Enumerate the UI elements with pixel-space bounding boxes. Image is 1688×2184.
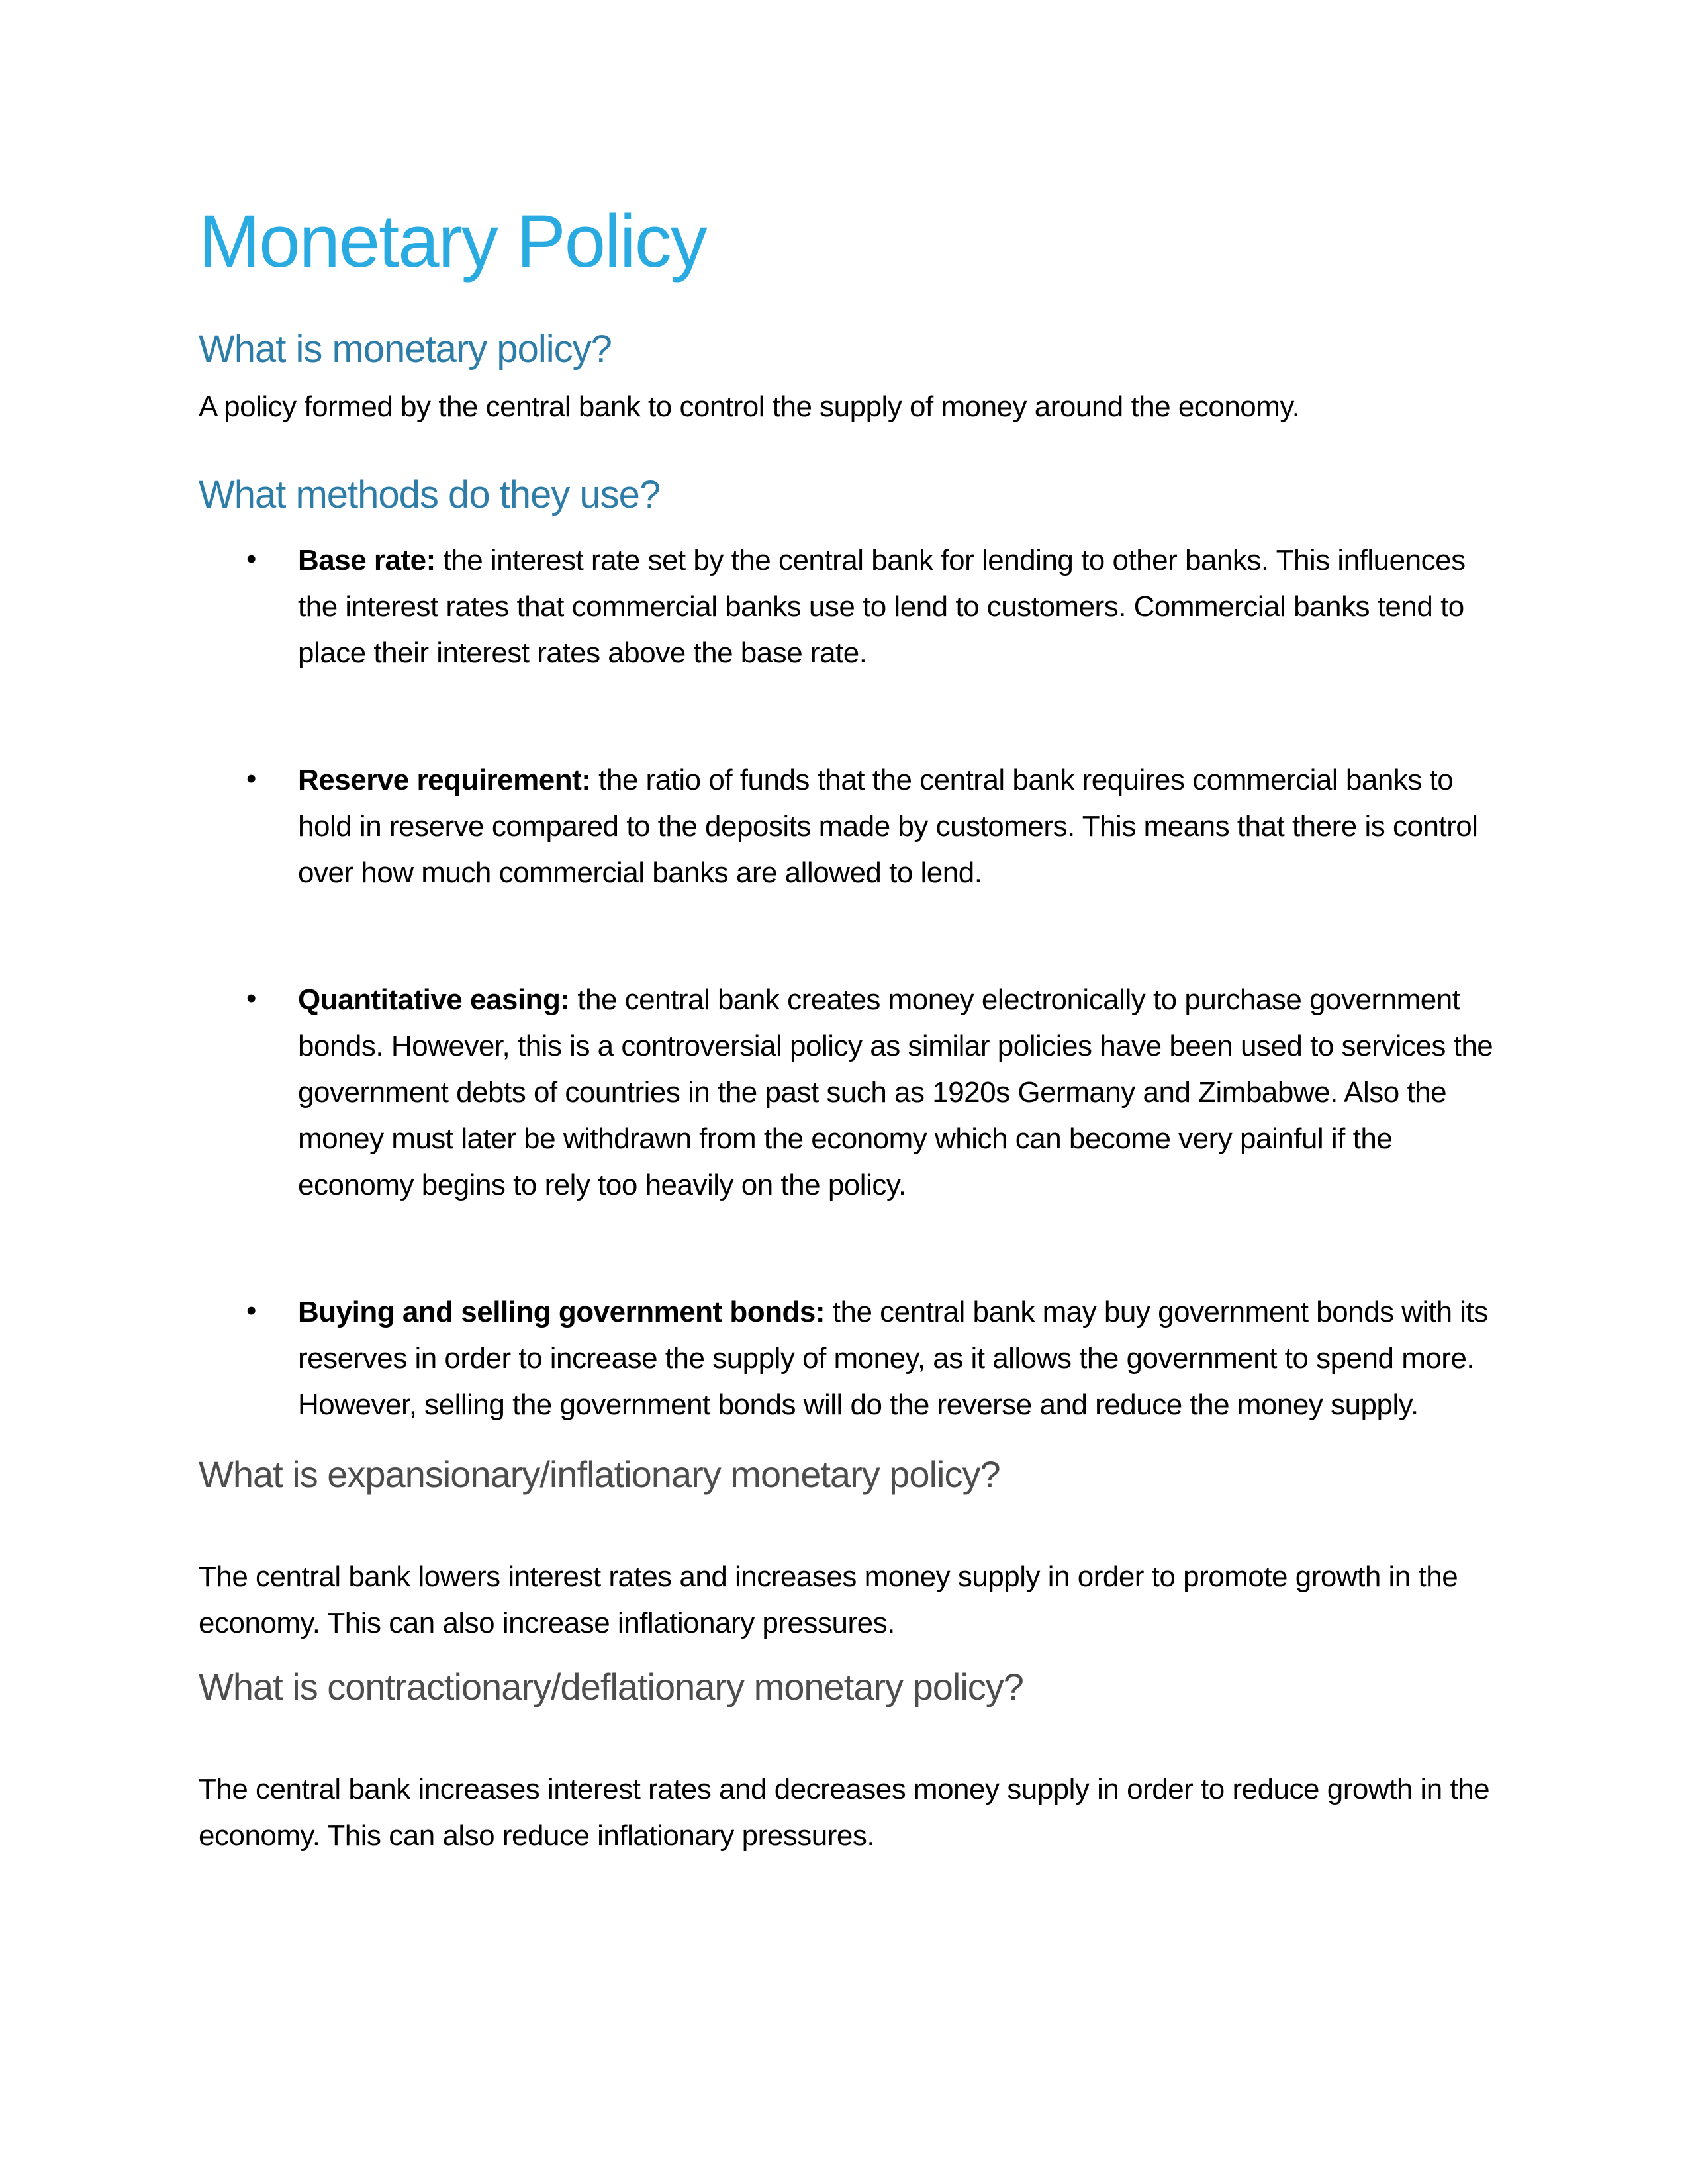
bullet-quantitative-easing-text: the central bank creates money electronically to purchase government bonds. However, this is a controversial policy as similar policies have been used to services the government debts of countries in the past such as 1920s Germany and Zimbabwe. Also the money must later be withdrawn from the economy which can become very painful if the economy begins to rely too heavily on the policy. xyxy=(298,983,1493,1201)
heading-contractionary-policy: What is contractionary/deflationary monetary policy? xyxy=(199,1666,1023,1707)
bullet-reserve-requirement-text: the ratio of funds that the central bank requires commercial banks to hold in reserve compared to the deposits made by customers. This means that there is control over how much commercial banks are allowed to lend. xyxy=(298,764,1478,889)
bullet-base-rate xyxy=(199,537,1499,676)
heading-expansionary-policy: What is expansionary/inflationary monetary policy? xyxy=(199,1453,1000,1495)
bullet-base-rate-text: the interest rate set by the central bank for lending to other banks. This influences the interest rates that commercial banks use to lend to customers. Commercial banks tend to place their interest rates above the base rate. xyxy=(298,544,1466,669)
heading-what-methods: What methods do they use? xyxy=(199,473,661,516)
bullet-reserve-requirement xyxy=(199,757,1499,896)
bullet-dot-icon: • xyxy=(246,762,256,795)
paragraph-what-is-monetary-policy: A policy formed by the central bank to control the supply of money around the economy. xyxy=(199,390,1300,423)
bullet-base-rate-label: Base rate: xyxy=(298,544,436,576)
heading-what-is-monetary-policy: What is monetary policy? xyxy=(199,328,612,371)
bullet-quantitative-easing xyxy=(199,977,1499,1208)
document-title: Monetary Policy xyxy=(199,200,706,283)
paragraph-contractionary-policy: The central bank increases interest rates and decreases money supply in order to reduce growth in the economy. This can also reduce inflationary pressures. xyxy=(199,1773,1490,1852)
bullet-quantitative-easing-label: Quantitative easing: xyxy=(298,983,570,1016)
bullet-buying-selling-bonds-text: the central bank may buy government bonds with its reserves in order to increase the supply of money, as it allows the government to spend more. However, selling the government bonds will do the reverse and reduce the money supply. xyxy=(298,1296,1488,1421)
bullet-dot-icon: • xyxy=(246,1295,256,1327)
bullet-dot-icon: • xyxy=(246,982,256,1015)
bullet-reserve-requirement-label: Reserve requirement: xyxy=(298,764,591,796)
methods-bullet-list xyxy=(199,537,1499,1428)
bullet-buying-selling-bonds xyxy=(199,1289,1499,1428)
bullet-dot-icon: • xyxy=(246,543,256,575)
bullet-buying-selling-bonds-label: Buying and selling government bonds: xyxy=(298,1296,825,1328)
paragraph-expansionary-policy: The central bank lowers interest rates and increases money supply in order to promote growth in the economy. This can also increase inflationary pressures. xyxy=(199,1561,1458,1639)
